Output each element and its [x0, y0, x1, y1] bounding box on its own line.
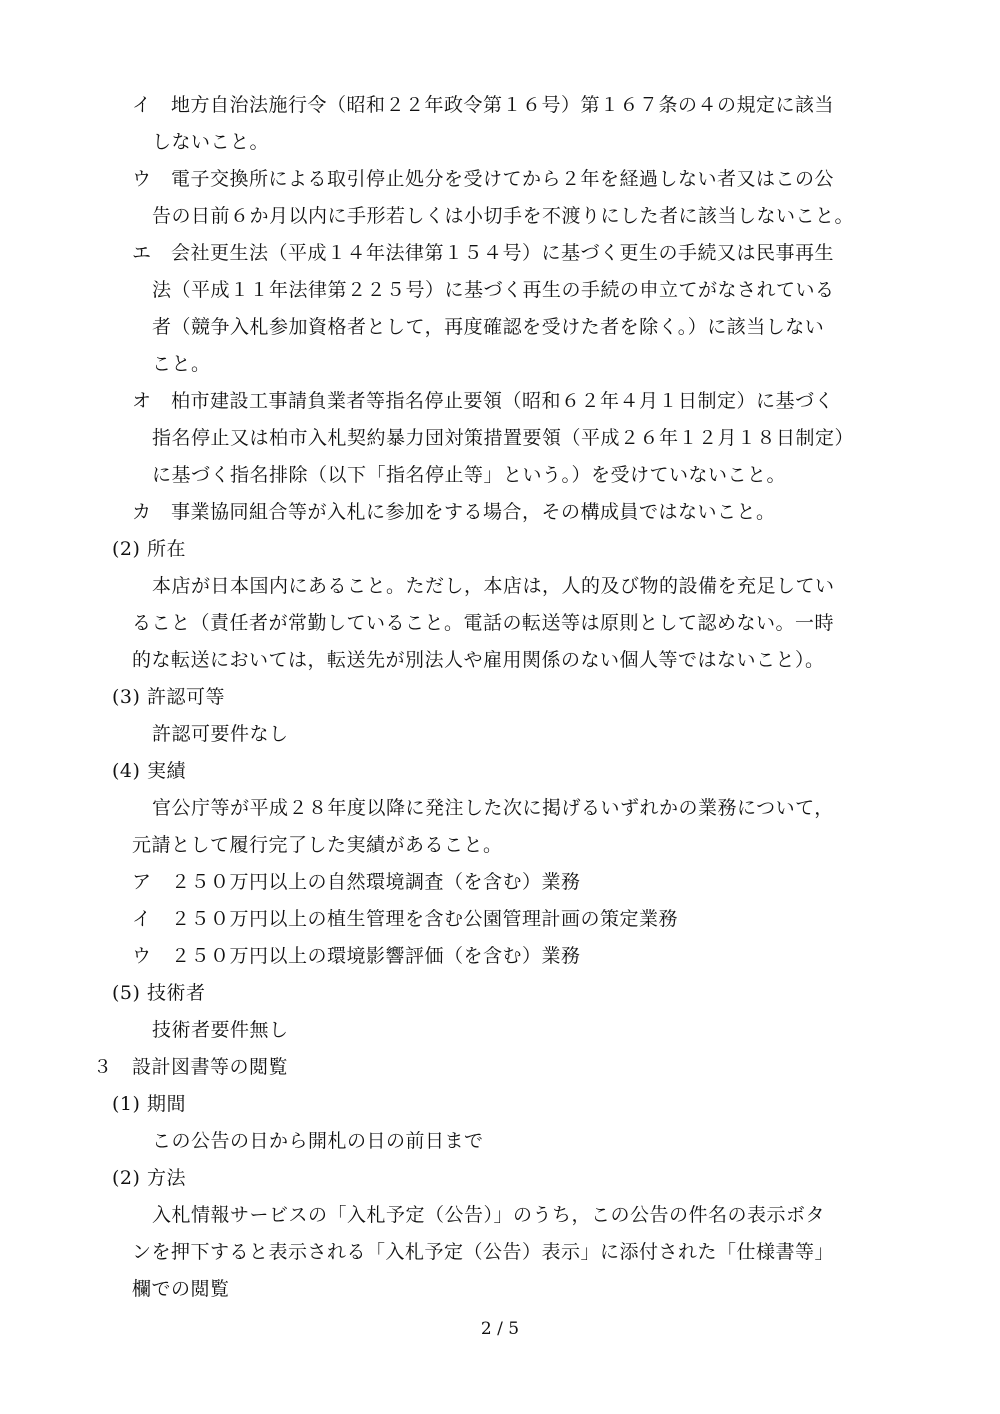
text-line: 官公庁等が平成２８年度以降に発注した次に掲げるいずれかの業務について，: [152, 797, 834, 819]
text-line: 者（競争入札参加資格者として，再度確認を受けた者を除く。）に該当しない: [152, 316, 825, 338]
section-heading: (5) 技術者: [112, 982, 206, 1004]
text-line: こと。: [152, 353, 211, 375]
text-line: カ 事業協同組合等が入札に参加をする場合，その構成員ではないこと。: [132, 501, 776, 523]
text-line: 指名停止又は柏市入札契約暴力団対策措置要領（平成２６年１２月１８日制定）: [152, 427, 855, 449]
section-heading: (4) 実績: [112, 760, 186, 782]
text-line: ウ ２５０万円以上の環境影響評価（を含む）業務: [132, 945, 581, 967]
text-line: 的な転送においては，転送先が別法人や雇用関係のない個人等ではないこと）。: [132, 649, 825, 671]
text-line: 本店が日本国内にあること。ただし，本店は，人的及び物的設備を充足してい: [152, 575, 835, 597]
text-line: この公告の日から開札の日の前日まで: [152, 1130, 484, 1152]
text-line: 技術者要件無し: [152, 1019, 289, 1041]
page-number: 2 / 5: [480, 1319, 520, 1339]
text-line: ウ 電子交換所による取引停止処分を受けてから２年を経過しない者又はこの公: [132, 168, 835, 190]
text-line: ア ２５０万円以上の自然環境調査（を含む）業務: [132, 871, 581, 893]
text-line: イ ２５０万円以上の植生管理を含む公園管理計画の策定業務: [132, 908, 679, 930]
text-line: 許認可要件なし: [152, 723, 289, 745]
section-heading: (3) 許認可等: [112, 686, 225, 708]
text-line: に基づく指名排除（以下「指名停止等」という。）を受けていないこと。: [152, 464, 787, 486]
text-line: 入札情報サービスの「入札予定（公告）」のうち，この公告の件名の表示ボタ: [152, 1204, 826, 1226]
text-line: イ 地方自治法施行令（昭和２２年政令第１６号）第１６７条の４の規定に該当: [132, 94, 835, 116]
text-line: 告の日前６か月以内に手形若しくは小切手を不渡りにした者に該当しないこと。: [152, 205, 855, 227]
text-line: オ 柏市建設工事請負業者等指名停止要領（昭和６２年４月１日制定）に基づく: [132, 390, 835, 412]
text-line: 欄での閲覧: [132, 1278, 230, 1300]
text-line: ること（責任者が常勤していること。電話の転送等は原則として認めない。一時: [132, 612, 835, 634]
text-line: 法（平成１１年法律第２２５号）に基づく再生の手続の申立てがなされている: [152, 279, 835, 301]
text-line: しないこと。: [152, 131, 270, 153]
section-heading: ３ 設計図書等の閲覧: [93, 1056, 289, 1078]
section-heading: (2) 所在: [112, 538, 186, 560]
text-line: エ 会社更生法（平成１４年法律第１５４号）に基づく更生の手続又は民事再生: [132, 242, 835, 264]
text-line: 元請として履行完了した実績があること。: [132, 834, 503, 856]
section-heading: (2) 方法: [112, 1167, 186, 1189]
section-heading: (1) 期間: [112, 1093, 186, 1115]
text-line: ンを押下すると表示される「入札予定（公告）表示」に添付された「仕様書等」: [132, 1241, 835, 1263]
